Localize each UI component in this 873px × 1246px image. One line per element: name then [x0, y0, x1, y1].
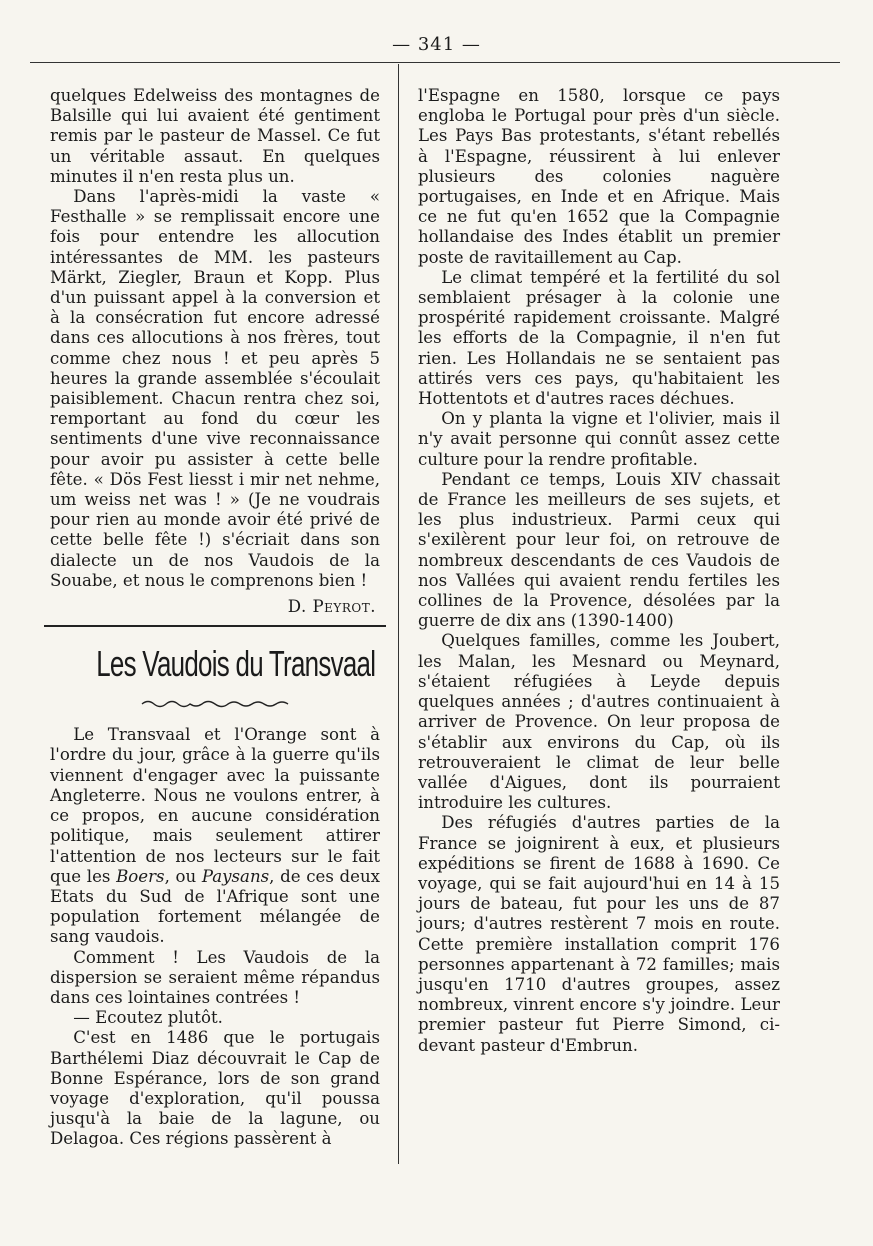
paragraph: [50, 725, 380, 947]
left-column: [50, 86, 380, 1150]
paragraph: C'est en 1486 que le portugais Barthélemi Diaz découvrait le Cap de Bonne Espérance, lors de son grand voyage d'exploration, qu'il poussa jusqu'à la baie de la lagune, ou Delagoa. Ces régions passèrent à: [50, 1028, 380, 1149]
paragraph: On y planta la vigne et l'olivier, mais il n'y avait personne qui connût assez cette culture pour la rendre profitable.: [418, 409, 780, 469]
right-column: [418, 86, 780, 1056]
italic-term: Boers: [116, 866, 165, 886]
paragraph: l'Espagne en 1580, lorsque ce pays engloba le Portugal pour près d'un siècle. Les Pays Bas protestants, s'étant rebellés à l'Espagne, réussirent à lui enlever plusieurs des colonies naguère portugaises, en Inde et en Afrique. Mais ce ne fut qu'en 1652 que la Compagnie hollandaise des Indes établit un premier poste de ravitaillement au Cap.: [418, 86, 780, 267]
paragraph: Des réfugiés d'autres parties de la France se joignirent à eux, et plusieurs expéditions se firent de 1688 à 1690. Ce voyage, qui se fait aujourd'hui en 14 à 15 jours de bateau, fut pour les uns de 87 jours; d'autres restèrent 7 mois en route. Cette première installation comprit 176 personnes appartenant à 72 familles; mais jusqu'en 1710 d'autres groupes, assez nombreux, vinrent encore s'y joindre. Leur premier pasteur fut Pierre Simond, ci-devant pasteur d'Embrun.: [418, 813, 780, 1055]
title-rule: [44, 625, 386, 627]
italic-term: Paysans: [201, 866, 270, 886]
column-divider: [398, 64, 399, 1164]
text-run: Le Transvaal et l'Orange sont à l'ordre du jour, grâce à la guerre qu'ils viennent d'engager avec la puissante Angleterre. Nous ne voulons entrer, à ce propos, en aucune considération politique, mais seulement attirer l'attention de nos lecteurs sur le fait que les: [50, 725, 380, 886]
paragraph: quelques Edelweiss des montagnes de Balsille qui lui avaient été gentiment remis par le pasteur de Massel. Ce fut un véritable assaut. En quelques minutes il n'en resta plus un.: [50, 86, 380, 186]
author-signature: D. Peyrot.: [287, 597, 376, 617]
paragraph: Pendant ce temps, Louis XIV chassait de France les meilleurs de ses sujets, et les plus industrieux. Parmi ceux qui s'exilèrent pour leur foi, on retrouve de nombreux descendants de ces Vaudois de nos Vallées qui avaient rendu fertiles les collines de la Provence, désolées par la guerre de dix ans (1390-1400): [418, 469, 780, 631]
text-run: , de ces deux Etats du Sud de l'Afrique sont une population fortement mélangée de sang vaudois.: [50, 866, 380, 947]
paragraph: — Ecoutez plutôt.: [73, 1008, 223, 1028]
paragraph: Le climat tempéré et la fertilité du sol semblaient présager à la colonie une prospérité rapidement croissante. Malgré les efforts de la Compagnie, il n'en fut rien. Les Hollandais ne se sentaient pas attirés vers ces pays, qu'habitaient les Hottentots et d'autres races déchues.: [418, 267, 780, 409]
paragraph: Comment ! Les Vaudois de la dispersion se seraient même répandus dans ces lointaines contrées !: [50, 947, 380, 1007]
text-run: , ou: [164, 866, 197, 886]
paragraph: Quelques familles, comme les Joubert, les Malan, les Mesnard ou Meynard, s'étaient réfugiées à Leyde depuis quelques années ; d'autres continuaient à arriver de Provence. On leur proposa de s'établir aux environs du Cap, où ils retrouveraient le climat de leur belle vallée d'Aigues, dont ils pourraient introduire les cultures.: [418, 631, 780, 813]
article-title: Les Vaudois du Transvaal: [96, 643, 376, 685]
paragraph: Dans l'après-midi la vaste « Festhalle » se remplissait encore une fois pour entendre les allocution intéressantes de MM. les pasteurs Märkt, Ziegler, Braun et Kopp. Plus d'un puissant appel à la conversion et à la consécration fut encore adressé dans ces allocutions à nos frères, tout comme chez nous ! et peu après 5 heures la grande assemblée s'écoulait paisiblement. Chacun rentra chez soi, remportant au fond du cœur les sentiments d'une vive reconnaissance pour avoir pu assister à cette belle fête. « Dös Fest liesst i mir net nehme, um weiss net was ! » (Je ne voudrais pour rien au monde avoir été privé de cette belle fête !) s'écriait dans son dialecte un de nos Vaudois de la Souabe, et nous le comprenons bien !: [50, 187, 380, 590]
header-rule: [30, 62, 840, 63]
ornament-divider: [140, 697, 290, 711]
page-number: — 341 —: [392, 34, 481, 55]
